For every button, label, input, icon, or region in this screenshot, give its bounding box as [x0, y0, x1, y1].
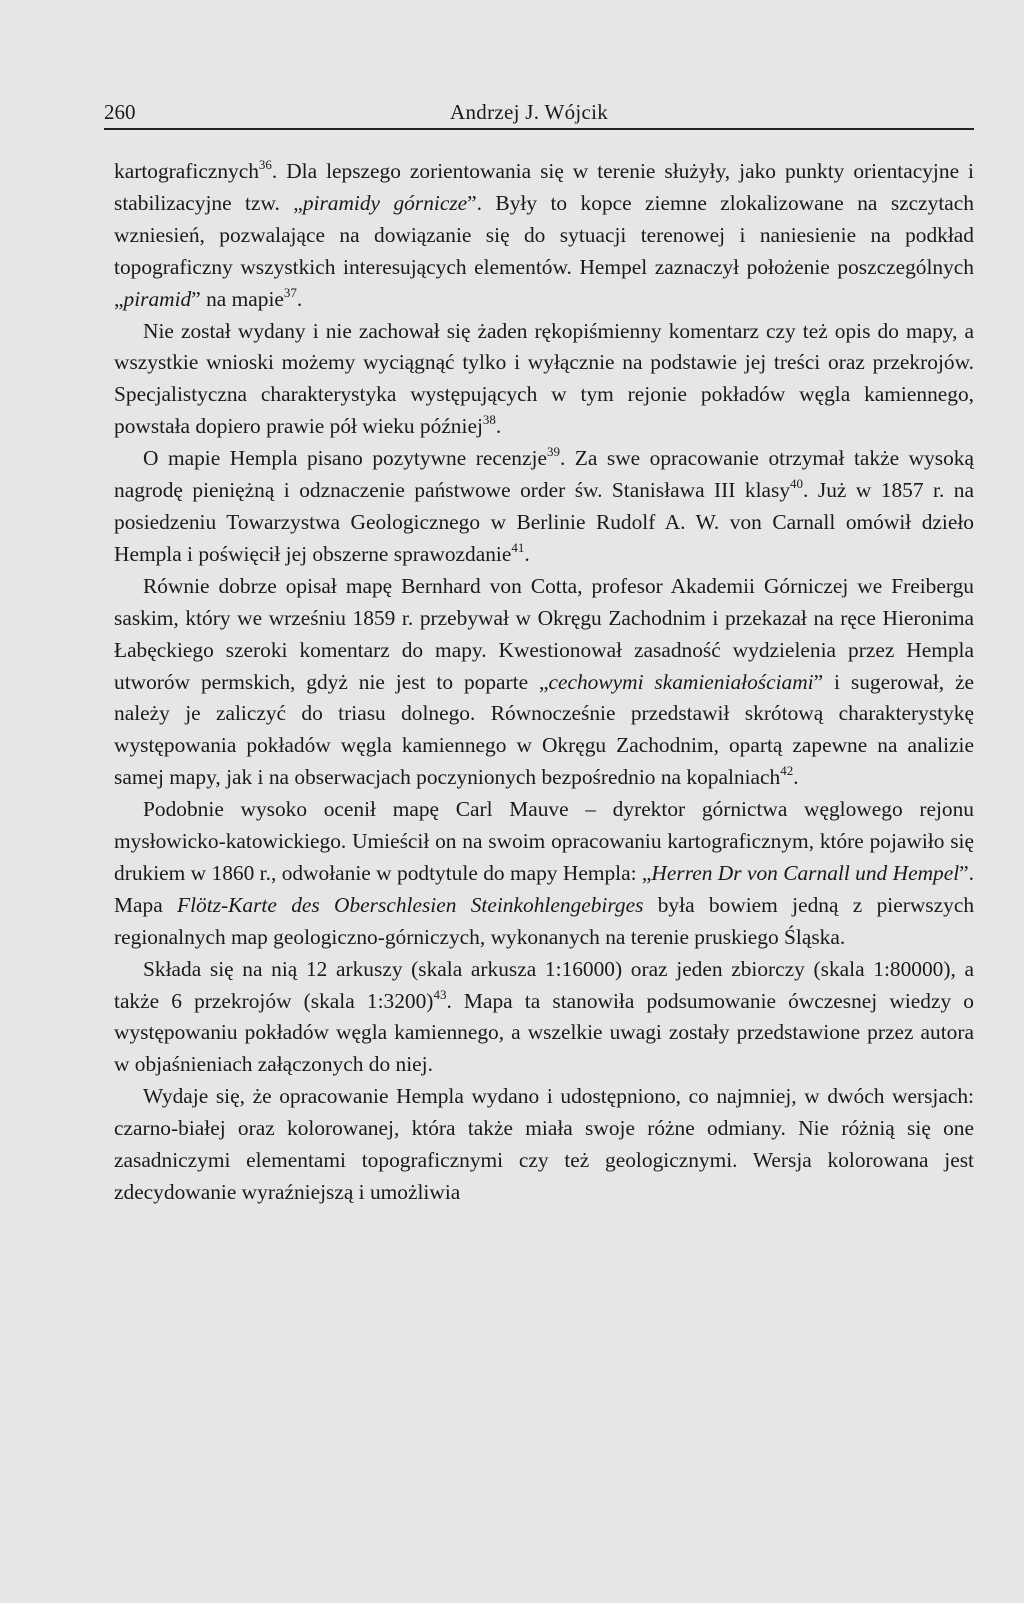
italic-text: piramidy górnicze: [302, 190, 468, 215]
footnote-ref: 37: [283, 284, 297, 300]
page-number: 260: [104, 100, 136, 124]
text-run: Składa się na nią 12 arkuszy (skala arkusza 1:16000) oraz jeden zbiorczy (skala 1:80000), a także 6 przekrojów (skala 1:3200): [114, 956, 974, 1013]
text-run: O mapie Hempla pisano pozytywne recenzje: [143, 446, 547, 471]
text-run: ”. Mapa: [114, 860, 975, 917]
footnote-ref: 38: [482, 412, 496, 428]
italic-text: Herren Dr von Carnall und Hempel: [651, 860, 960, 885]
footnote-ref: 41: [511, 539, 525, 555]
italic-text: piramid: [123, 286, 192, 311]
paragraph: [114, 1081, 974, 1209]
text-run: ”. Były to kopce ziemne zlokalizowane na szczytach wzniesień, pozwalające na dowiązanie się do sytuacji terenowej i naniesienie na podkład topograficzny wszystkich interesujących elementów. Hempel zaznaczył położenie poszczególnych „: [114, 190, 974, 311]
text-run: .: [495, 414, 502, 439]
italic-text: Flötz-Karte des Oberschlesien Steinkohlengebirges: [177, 892, 644, 917]
text-run: .: [793, 765, 799, 790]
paragraph: [114, 316, 974, 444]
paragraph: [114, 954, 974, 1082]
footnote-ref: 43: [433, 986, 447, 1002]
footnote-ref: 36: [258, 157, 272, 172]
italic-text: cechowymi skamieniałościami: [548, 669, 814, 694]
text-run: była bowiem jedną z pierwszych regionalnych map geologiczno-górniczych, wykonanych na terenie pruskiego Śląska.: [114, 892, 975, 949]
text-run: . Za swe opracowanie otrzymał także wysoką nagrodę pieniężną i odznaczenie państwowe order św. Stanisława III klasy: [114, 446, 974, 503]
text-run: .: [296, 286, 303, 311]
paragraph: [114, 571, 974, 794]
text-run: ” i sugerował, że należy je zaliczyć do triasu dolnego. Równocześnie przedstawił skrótową charakterystykę występowania pokładów węgla kamiennego w Okręgu Zachodnim, opartą zapewne na analizie samej mapy, jak i na obserwacjach poczynionych bezpośrednio na kopalniach: [114, 669, 975, 790]
text-run: Podobnie wysoko ocenił mapę Carl Mauve – dyrektor górnictwa węglowego rejonu mysłowicko-katowickiego. Umieścił on na swoim opracowaniu kartograficznym, które pojawiło się drukiem w 1860 r., odwołanie w podtytule do mapy Hempla: „: [114, 797, 974, 885]
text-run: . Mapa ta stanowiła podsumowanie ówczesnej wiedzy o występowaniu pokładów węgla kamiennego, a wszelkie uwagi zostały przedstawione przez autora w objaśnieniach załączonych do niej.: [114, 988, 974, 1077]
footnote-ref: 40: [790, 476, 804, 492]
text-run: Wydaje się, że opracowanie Hempla wydano i udostępniono, co najmniej, w dwóch wersjach: czarno-białej oraz kolorowanej, która także miała swoje różne odmiany. Nie różnią się one zasadniczymi elementami topograficznymi czy też geologicznymi. Wersja kolorowana jest zdecydowanie wyraźniejszą i umożliwia: [114, 1084, 974, 1204]
footnote-ref: 42: [780, 763, 794, 779]
running-header: [104, 94, 974, 130]
text-run: . Już w 1857 r. na posiedzeniu Towarzystwa Geologicznego w Berlinie Rudolf A. W. von Carnall omówił dzieło Hempla i poświęcił jej obszerne sprawozdanie: [114, 478, 974, 566]
text-run: ” na mapie: [191, 286, 284, 311]
footnote-ref: 39: [546, 444, 560, 460]
author-running-head: Andrzej J. Wójcik: [450, 100, 609, 124]
text-run: Nie został wydany i nie zachował się żaden rękopiśmienny komentarz czy też opis do mapy, a wszystkie wnioski możemy wyciągnąć tylko i wyłącznie na podstawie jej treści oraz przekrojów. Specjalistyczna charakterystyka występujących w tym rejonie pokładów węgla kamiennego, powstała dopiero prawie pół wieku później: [114, 318, 974, 439]
text-run: .: [524, 541, 530, 566]
text-run: kartograficznych: [114, 159, 259, 183]
paragraph: [114, 443, 974, 571]
paragraph: [114, 794, 974, 954]
text-run: . Dla lepszego zorientowania się w terenie służyły, jako punkty orientacyjne i stabilizacyjne tzw. „: [114, 159, 974, 215]
body-text: [114, 156, 974, 1209]
text-run: Równie dobrze opisał mapę Bernhard von Cotta, profesor Akademii Górniczej we Freibergu saskim, który we wrześniu 1859 r. przebywał w Okręgu Zachodnim i przekazał na ręce Hieronima Łabęckiego szeroki komentarz do mapy. Kwestionował zasadność wydzielenia przez Hempla utworów permskich, gdyż nie jest to poparte „: [114, 573, 974, 694]
paragraph: [114, 156, 974, 316]
